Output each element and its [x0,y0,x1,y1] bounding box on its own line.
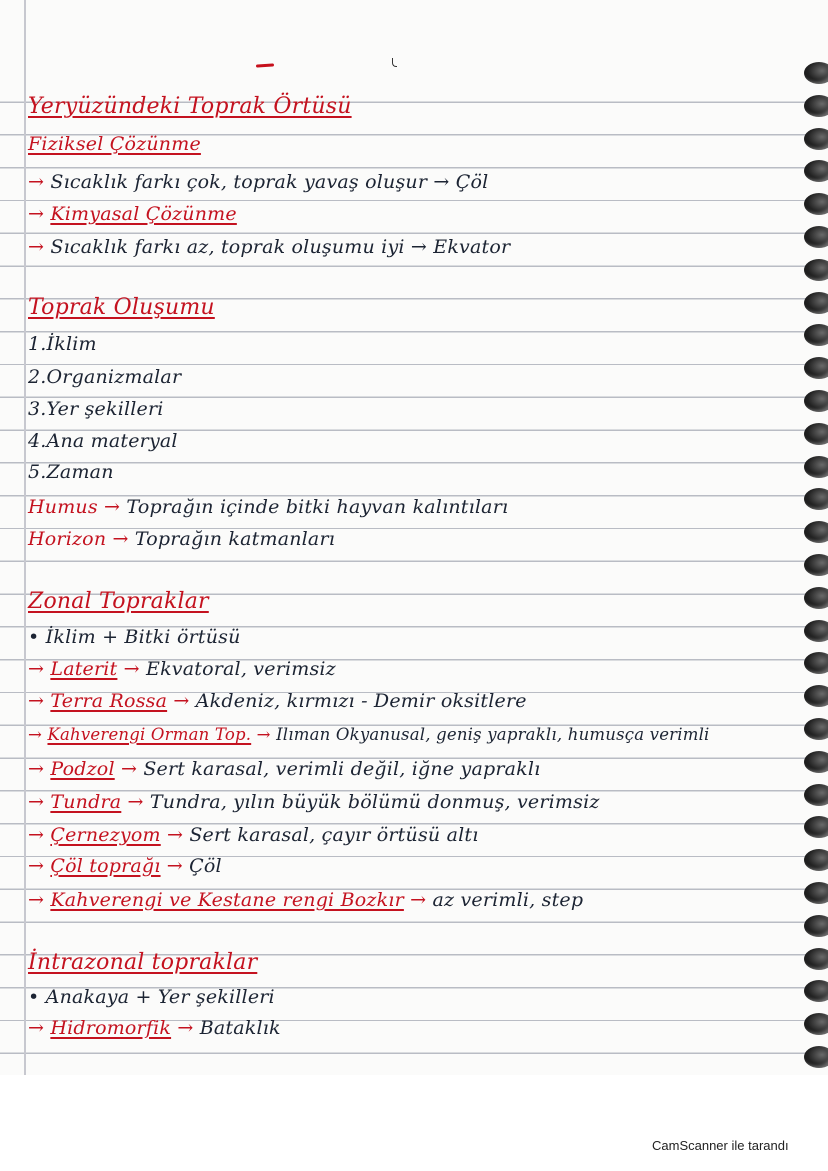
spiral-coil [804,259,828,281]
section-title-zonal: Zonal Topraklar [28,589,209,614]
line-bullet: → [28,171,45,193]
list-item: 3.Yer şekilleri [28,398,164,420]
definition-horizon: Horizon → Toprağın katmanları [28,528,336,550]
list-item: 2.Organizmalar [28,366,182,388]
note-line-4 [28,234,510,260]
spiral-coil [804,62,828,84]
soil-desc: Çöl [189,855,222,877]
line-bullet: → [28,236,45,258]
spiral-coil [804,751,828,773]
spiral-coil [804,128,828,150]
spiral-coil [804,652,828,674]
list-item: 5.Zaman [28,461,114,483]
spiral-coil [804,390,828,412]
spiral-coil [804,882,828,904]
spiral-coil [804,816,828,838]
note-line-2 [28,169,488,195]
spiral-coil [804,456,828,478]
soil-type-row: → Hidromorfik → Bataklık [28,1017,281,1039]
list-item: 4.Ana materyal [28,430,178,452]
line-text: Sıcaklık farkı çok, toprak yavaş oluşur → Çöl [50,171,489,193]
spiral-coil [804,948,828,970]
spiral-coil [804,587,828,609]
note-line-3 [28,201,237,227]
spiral-coil [804,554,828,576]
line-text: Sıcaklık farkı az, toprak oluşumu iyi → Ekvator [50,236,511,258]
definition-text: Toprağın içinde bitki hayvan kalıntıları [126,496,509,518]
soil-desc: Sert karasal, verimli değil, iğne yapraklı [143,758,541,780]
soil-term: Tundra [50,791,122,813]
spiral-coil [804,784,828,806]
section-bullet: • Anakaya + Yer şekilleri [28,986,275,1008]
soil-type-row: → Laterit → Ekvatoral, verimsiz [28,658,336,680]
soil-type-row: → Çernezyom → Sert karasal, çayır örtüsü altı [28,824,479,846]
soil-desc: Tundra, yılın büyük bölümü donmuş, verimsiz [149,791,600,813]
spiral-coil [804,521,828,543]
soil-term: Kahverengi Orman Top. [47,725,252,744]
soil-desc: Ilıman Okyanusal, geniş yapraklı, humusça verimli [276,725,710,744]
scanner-watermark: CamScanner ile tarandı [652,1138,789,1153]
spiral-coil [804,980,828,1002]
ink-mark [392,58,397,67]
soil-term: Çernezyom [50,824,161,846]
red-mark [256,63,274,67]
spiral-binding [798,62,828,1092]
spiral-coil [804,718,828,740]
line-bullet: → [28,203,45,225]
spiral-coil [804,1046,828,1068]
soil-desc: Akdeniz, kırmızı - Demir oksitlere [195,690,527,712]
soil-desc: Bataklık [199,1017,281,1039]
spiral-coil [804,685,828,707]
soil-type-row: → Çöl toprağı → Çöl [28,855,222,877]
soil-term: Laterit [50,658,118,680]
spiral-coil [804,915,828,937]
soil-type-row: → Podzol → Sert karasal, verimli değil, iğne yapraklı [28,758,541,780]
spiral-coil [804,193,828,215]
section-title-intrazonal: İntrazonal topraklar [28,950,258,975]
definition-text: Toprağın katmanları [134,528,336,550]
spiral-coil [804,1013,828,1035]
spiral-coil [804,292,828,314]
soil-term: Podzol [50,758,115,780]
page-title: Yeryüzündeki Toprak Örtüsü [28,94,352,119]
list-item: 1.İklim [28,333,97,355]
soil-type-row: → Terra Rossa → Akdeniz, kırmızı - Demir oksitlere [28,690,527,712]
spiral-coil [804,423,828,445]
soil-type-row: → Tundra → Tundra, yılın büyük bölümü donmuş, verimsiz [28,791,600,813]
spiral-coil [804,488,828,510]
soil-type-row: → Kahverengi ve Kestane rengi Bozkır → az verimli, step [28,889,584,911]
line-heading: Fiziksel Çözünme [28,133,201,155]
spiral-coil [804,620,828,642]
line-heading: Kimyasal Çözünme [50,203,237,225]
soil-desc: az verimli, step [432,889,584,911]
spiral-coil [804,160,828,182]
term: Humus [28,496,98,518]
spiral-coil [804,324,828,346]
spiral-coil [804,95,828,117]
spiral-coil [804,357,828,379]
margin-line [24,0,26,1075]
soil-type-row: → Kahverengi Orman Top. → Ilıman Okyanusal, geniş yapraklı, humusça verimli [28,725,710,744]
spiral-coil [804,849,828,871]
definition-humus: Humus → Toprağın içinde bitki hayvan kalıntıları [28,496,509,518]
note-line-1 [28,131,201,157]
soil-desc: Sert karasal, çayır örtüsü altı [189,824,479,846]
soil-term: Çöl toprağı [50,855,161,877]
section-title-soil-formation: Toprak Oluşumu [28,295,215,320]
soil-term: Hidromorfik [50,1017,172,1039]
soil-term: Terra Rossa [50,690,168,712]
spiral-coil [804,226,828,248]
soil-term: Kahverengi ve Kestane rengi Bozkır [50,889,404,911]
section-bullet: • İklim + Bitki örtüsü [28,626,241,648]
term: Horizon [28,528,107,550]
soil-desc: Ekvatoral, verimsiz [146,658,336,680]
